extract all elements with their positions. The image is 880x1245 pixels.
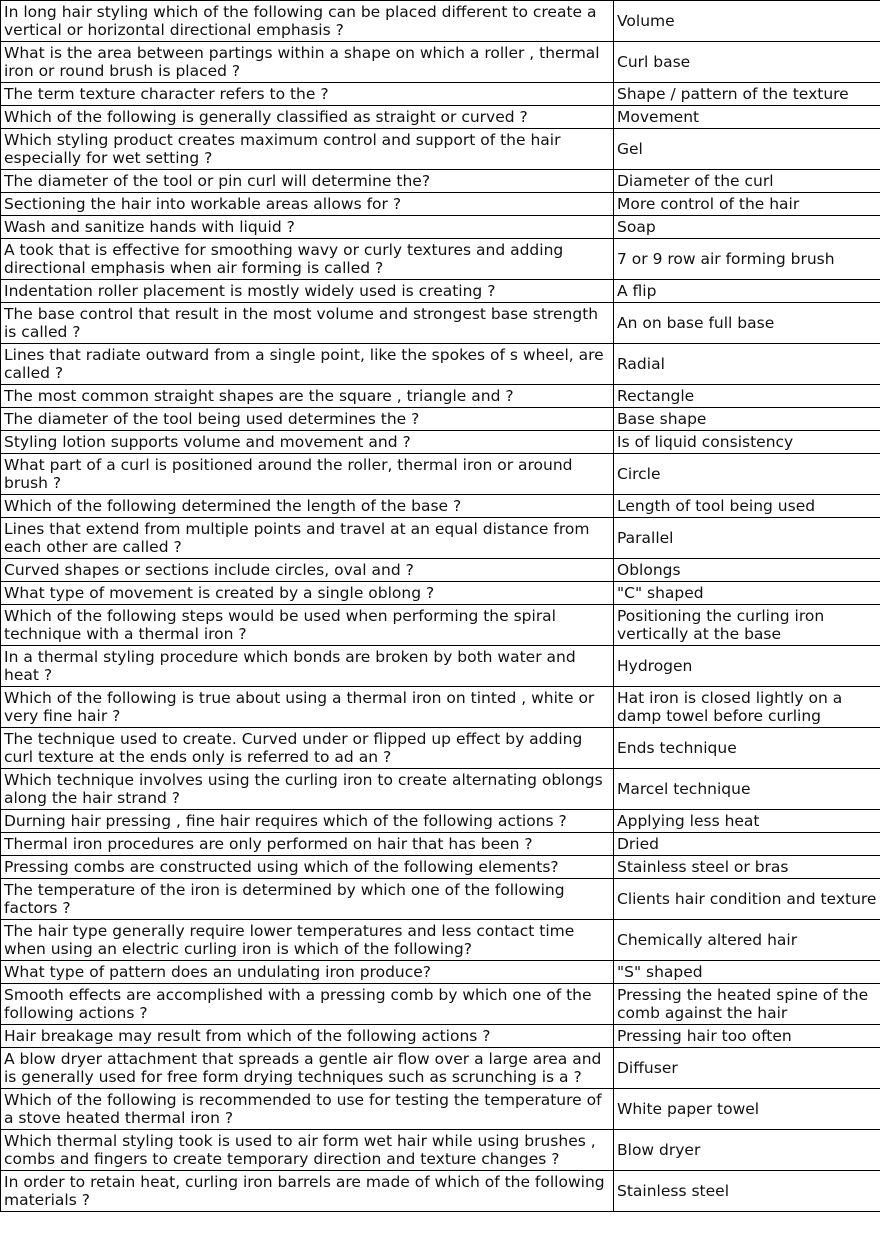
answer-cell: Hydrogen [614,646,880,687]
question-cell: Indentation roller placement is mostly widely used is creating ? [1,280,614,303]
table-row [1,42,880,83]
table-row [1,605,880,646]
answer-cell: An on base full base [614,303,880,344]
answer-cell: Parallel [614,518,880,559]
question-cell: The most common straight shapes are the square , triangle and ? [1,385,614,408]
answer-cell: Radial [614,344,880,385]
table-row [1,687,880,728]
table-row [1,344,880,385]
question-cell: The hair type generally require lower temperatures and less contact time when using an electric curling iron is which of the following? [1,920,614,961]
table-row [1,518,880,559]
answer-cell: Pressing the heated spine of the comb against the hair [614,984,880,1025]
answer-cell: Chemically altered hair [614,920,880,961]
answer-cell: Diffuser [614,1048,880,1089]
answer-cell: Clients hair condition and texture [614,879,880,920]
answer-cell: Blow dryer [614,1130,880,1171]
question-cell: The base control that result in the most volume and strongest base strength is called ? [1,303,614,344]
question-cell: Which of the following determined the length of the base ? [1,495,614,518]
table-row [1,385,880,408]
table-row [1,728,880,769]
qa-table-body [1,1,880,1212]
question-cell: Which technique involves using the curling iron to create alternating oblongs along the hair strand ? [1,769,614,810]
question-cell: A took that is effective for smoothing wavy or curly textures and adding directional emphasis when air forming is called ? [1,239,614,280]
question-cell: What type of movement is created by a single oblong ? [1,582,614,605]
table-row [1,559,880,582]
answer-cell: Ends technique [614,728,880,769]
question-cell: Which of the following steps would be used when performing the spiral technique with a thermal iron ? [1,605,614,646]
answer-cell: Hat iron is closed lightly on a damp towel before curling [614,687,880,728]
question-cell: Wash and sanitize hands with liquid ? [1,216,614,239]
table-row [1,833,880,856]
table-row [1,984,880,1025]
answer-cell: "S" shaped [614,961,880,984]
table-row [1,1130,880,1171]
question-cell: Which styling product creates maximum control and support of the hair especially for wet setting ? [1,129,614,170]
question-cell: What is the area between partings within a shape on which a roller , thermal iron or round brush is placed ? [1,42,614,83]
table-row [1,106,880,129]
table-row [1,810,880,833]
table-row [1,193,880,216]
answer-cell: Stainless steel or bras [614,856,880,879]
question-cell: In a thermal styling procedure which bonds are broken by both water and heat ? [1,646,614,687]
table-row [1,280,880,303]
question-cell: Sectioning the hair into workable areas allows for ? [1,193,614,216]
answer-cell: Positioning the curling iron vertically at the base [614,605,880,646]
question-cell: Thermal iron procedures are only performed on hair that has been ? [1,833,614,856]
table-row [1,879,880,920]
table-row [1,495,880,518]
question-cell: Lines that extend from multiple points and travel at an equal distance from each other are called ? [1,518,614,559]
question-cell: In long hair styling which of the following can be placed different to create a vertical or horizontal directional emphasis ? [1,1,614,42]
table-row [1,303,880,344]
table-row [1,582,880,605]
question-cell: What part of a curl is positioned around the roller, thermal iron or around brush ? [1,454,614,495]
question-cell: The temperature of the iron is determined by which one of the following factors ? [1,879,614,920]
answer-cell: 7 or 9 row air forming brush [614,239,880,280]
table-row [1,1025,880,1048]
answer-cell: Curl base [614,42,880,83]
question-cell: Curved shapes or sections include circles, oval and ? [1,559,614,582]
answer-cell: Oblongs [614,559,880,582]
answer-cell: More control of the hair [614,193,880,216]
table-row [1,454,880,495]
answer-cell: White paper towel [614,1089,880,1130]
question-cell: Pressing combs are constructed using which of the following elements? [1,856,614,879]
question-cell: Styling lotion supports volume and movement and ? [1,431,614,454]
question-cell: Which of the following is generally classified as straight or curved ? [1,106,614,129]
answer-cell: Pressing hair too often [614,1025,880,1048]
answer-cell: Movement [614,106,880,129]
answer-cell: Diameter of the curl [614,170,880,193]
question-cell: The technique used to create. Curved under or flipped up effect by adding curl texture at the ends only is referred to ad an ? [1,728,614,769]
answer-cell: Shape / pattern of the texture [614,83,880,106]
table-row [1,216,880,239]
answer-cell: Circle [614,454,880,495]
question-cell: Hair breakage may result from which of the following actions ? [1,1025,614,1048]
answer-cell: Stainless steel [614,1171,880,1212]
answer-cell: Base shape [614,408,880,431]
question-cell: A blow dryer attachment that spreads a gentle air flow over a large area and is generally used for free form drying techniques such as scrunching is a ? [1,1048,614,1089]
table-row [1,856,880,879]
answer-cell: Dried [614,833,880,856]
question-cell: Smooth effects are accomplished with a pressing comb by which one of the following actions ? [1,984,614,1025]
question-cell: Which thermal styling took is used to air form wet hair while using brushes , combs and fingers to create temporary direction and texture changes ? [1,1130,614,1171]
question-cell: The term texture character refers to the ? [1,83,614,106]
answer-cell: A flip [614,280,880,303]
table-row [1,431,880,454]
answer-cell: "C" shaped [614,582,880,605]
question-cell: In order to retain heat, curling iron barrels are made of which of the following materials ? [1,1171,614,1212]
question-cell: What type of pattern does an undulating iron produce? [1,961,614,984]
answer-cell: Rectangle [614,385,880,408]
answer-cell: Length of tool being used [614,495,880,518]
question-cell: Which of the following is true about using a thermal iron on tinted , white or very fine hair ? [1,687,614,728]
question-cell: Which of the following is recommended to use for testing the temperature of a stove heated thermal iron ? [1,1089,614,1130]
question-cell: Durning hair pressing , fine hair requires which of the following actions ? [1,810,614,833]
answer-cell: Gel [614,129,880,170]
table-row [1,920,880,961]
table-row [1,1,880,42]
answer-cell: Marcel technique [614,769,880,810]
table-row [1,769,880,810]
answer-cell: Soap [614,216,880,239]
table-row [1,129,880,170]
table-row [1,1089,880,1130]
table-row [1,1171,880,1212]
table-row [1,83,880,106]
answer-cell: Is of liquid consistency [614,431,880,454]
answer-cell: Applying less heat [614,810,880,833]
table-row [1,170,880,193]
table-row [1,239,880,280]
question-cell: The diameter of the tool or pin curl will determine the? [1,170,614,193]
table-row [1,408,880,431]
question-cell: Lines that radiate outward from a single point, like the spokes of s wheel, are called ? [1,344,614,385]
answer-cell: Volume [614,1,880,42]
question-cell: The diameter of the tool being used determines the ? [1,408,614,431]
table-row [1,961,880,984]
table-row [1,646,880,687]
table-row [1,1048,880,1089]
